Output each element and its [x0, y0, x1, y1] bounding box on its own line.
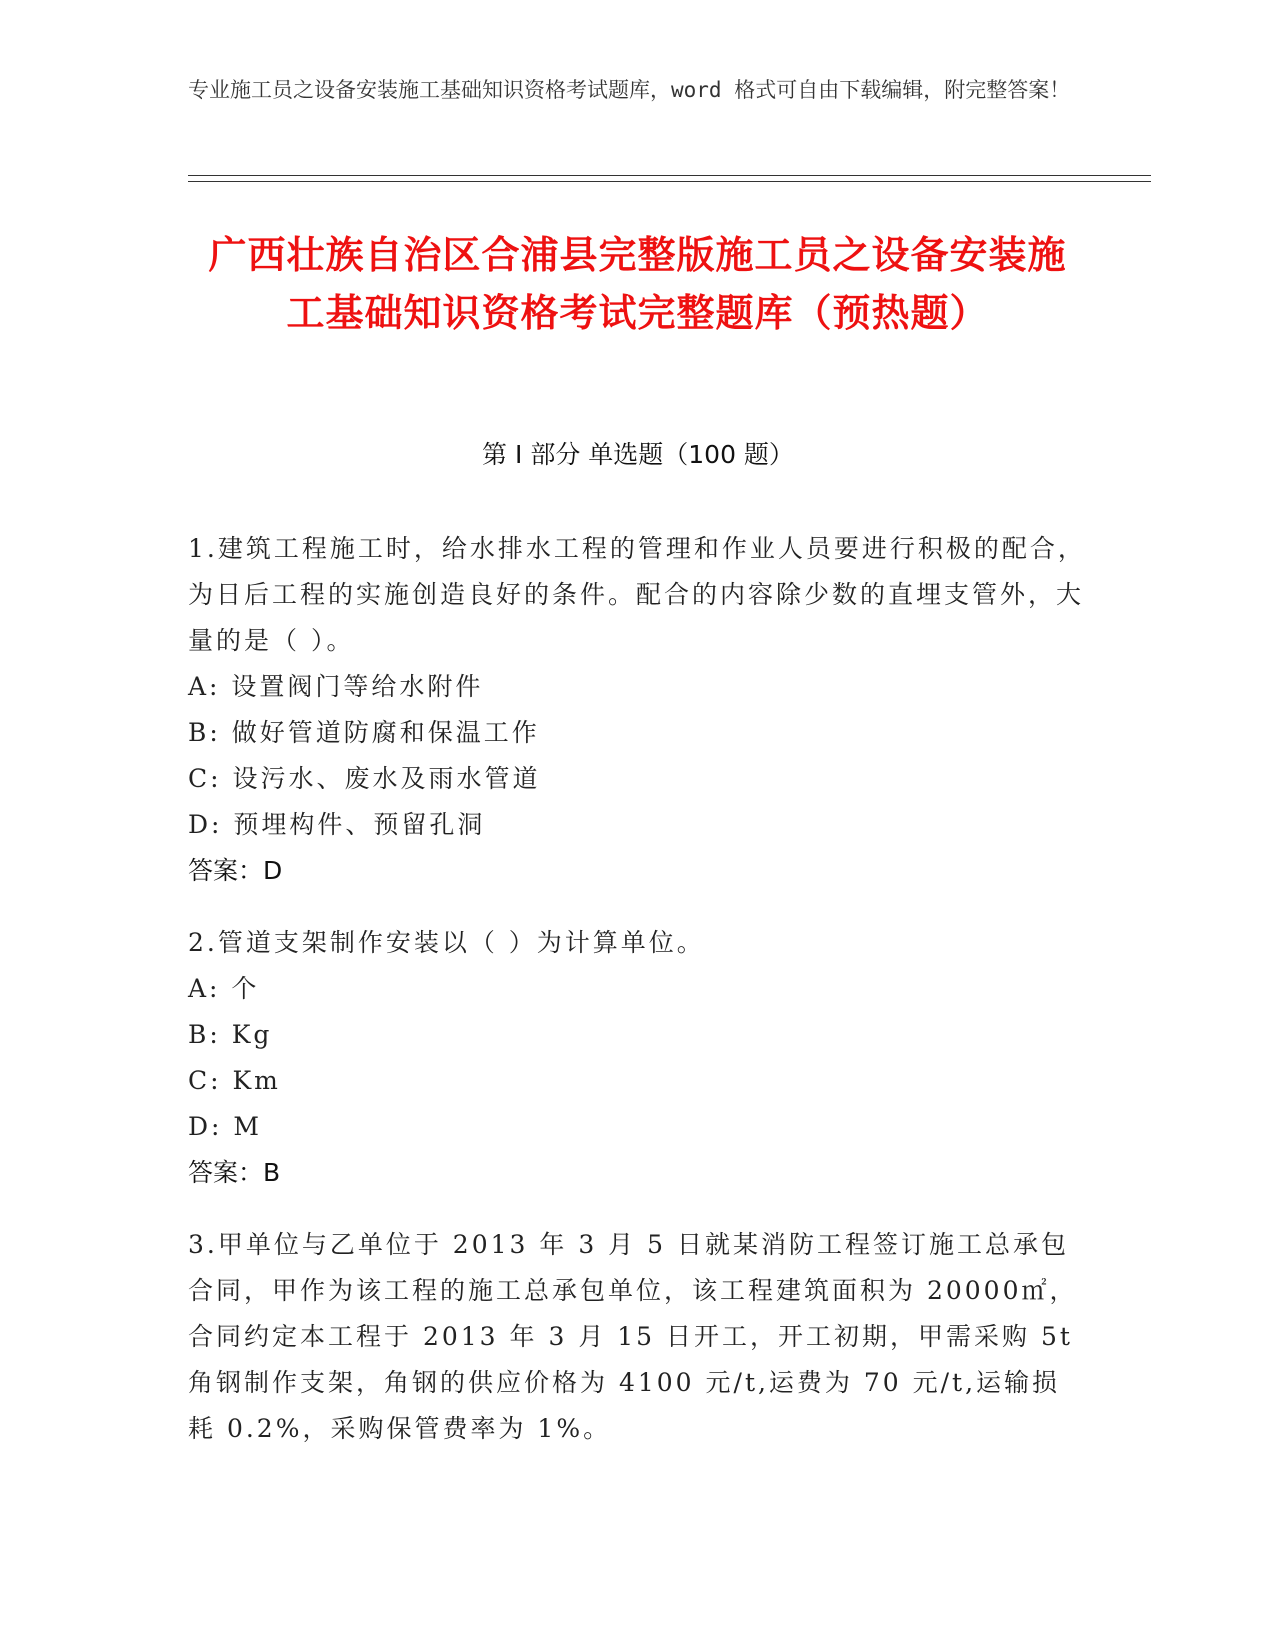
header-divider-bottom — [188, 181, 1151, 182]
question-list — [188, 526, 1088, 1478]
question-3 — [188, 1222, 1088, 1452]
section-title: 第 I 部分 单选题（100 题） — [482, 440, 794, 469]
option-a: A: 设置阀门等给水附件 — [188, 672, 484, 701]
option-a: A: 个 — [188, 974, 260, 1003]
question-1 — [188, 526, 1088, 894]
question-2 — [188, 920, 1088, 1196]
option-d: D: 预埋构件、预留孔洞 — [188, 810, 486, 839]
question-stem: 3.甲单位与乙单位于 2013 年 3 月 5 日就某消防工程签订施工总承包合同，甲作为该工程的施工总承包单位，该工程建筑面积为 20000㎡，合同约定本工程于 2013 年 3 月 15 日开工，开工初期，甲需采购 5t 角钢制作支架，角钢的供应价格为 4100 元/t,运费为 70 元/t,运输损耗 0.2%，采购保管费率为 1%。 — [188, 1230, 1078, 1443]
option-b: B: Kg — [188, 1020, 273, 1049]
document-title: 广西壮族自治区合浦县完整版施工员之设备安装施工基础知识资格考试完整题库（预热题） — [208, 233, 1067, 335]
option-d: D: M — [188, 1112, 263, 1141]
answer-line: 答案：D — [188, 856, 283, 885]
question-stem: 1.建筑工程施工时，给水排水工程的管理和作业人员要进行积极的配合，为日后工程的实施创造良好的条件。配合的内容除少数的直埋支管外，大量的是（ ）。 — [188, 534, 1086, 655]
header-divider-top — [188, 175, 1151, 176]
option-c: C: 设污水、废水及雨水管道 — [188, 764, 541, 793]
option-c: C: Km — [188, 1066, 281, 1095]
answer-line: 答案：B — [188, 1158, 281, 1187]
header-note: 专业施工员之设备安装施工基础知识资格考试题库，word 格式可自由下载编辑，附完整答案！ — [188, 78, 1071, 102]
question-stem: 2.管道支架制作安装以（ ）为计算单位。 — [188, 928, 705, 957]
option-b: B: 做好管道防腐和保温工作 — [188, 718, 540, 747]
